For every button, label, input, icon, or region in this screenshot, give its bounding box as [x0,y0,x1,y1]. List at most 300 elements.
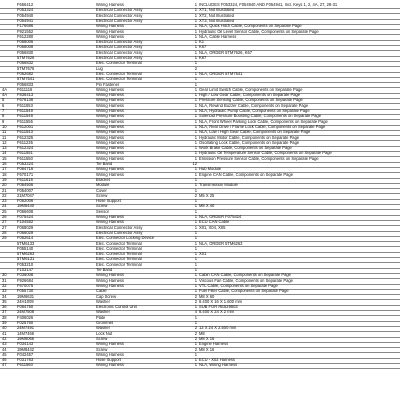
quantity-cell: 1 [194,225,197,230]
ref-cell: 20 [2,183,7,188]
description-cell: Module [96,183,110,188]
quantity-cell: 1 [194,140,197,145]
description-cell: Wiring Harness [96,172,124,177]
quantity-cell: 1 [194,188,197,193]
parts-row [0,252,400,257]
parts-row [0,268,400,273]
quantity-cell: 1 [194,130,197,135]
quantity-cell: 1 [194,252,197,257]
ref-cell: 40 [2,326,7,331]
part-number-cell: F025760 [17,321,34,325]
remarks-cell: X01 [199,252,207,257]
part-number-cell: F611550 [17,156,33,161]
quantity-cell: 1 [194,268,197,272]
parts-row [0,273,400,278]
ref-cell: 44 [2,347,7,352]
remarks-cell: NLA, Rewind Buzzer Cable, Components on Separate Page [199,103,309,108]
description-cell: Cover [96,188,107,193]
description-cell: Wiring Harness [96,93,124,98]
remarks-cell: XT2, Not Illustrated [199,13,235,18]
part-number-cell: F104552 [17,220,34,225]
description-cell: Wiring Harness [96,352,124,357]
parts-row [0,189,400,194]
part-number-cell: 24H1009 [17,299,34,304]
parts-row [0,88,400,93]
row-divider [0,368,400,369]
part-number-cell: F068008 [17,45,34,50]
part-number-cell: 5TM6133 [17,241,35,246]
part-number-cell: F612001 [17,124,34,129]
remarks-cell: M8 X 40 [199,204,215,209]
description-cell: Electrical Connector Assy [96,225,143,230]
part-number-cell: 24M7491 [17,326,35,331]
parts-row [0,40,400,45]
parts-row [0,199,400,204]
description-cell: Washer [96,310,110,315]
description-cell: Cap Screw [96,294,117,299]
description-cell: Wiring Harness [96,34,124,39]
parts-row [0,162,400,167]
ref-cell: 35 [2,299,7,304]
remarks-cell: NLA, ORDER 5TM6263 [199,241,243,246]
quantity-cell: 1 [194,34,197,39]
remarks-cell: M8 X 16 [199,336,215,341]
remarks-cell: NLA, ORDER F075424 [199,215,242,219]
ref-cell: 32 [2,283,7,288]
description-cell: Wiring Harness [96,3,124,7]
description-cell: Wiring Harness [96,124,124,129]
ref-cell: 30 [2,273,7,278]
parts-row [0,284,400,289]
ref-cell: 6 [2,103,5,108]
parts-row [0,30,400,35]
parts-row [0,167,400,172]
ref-cell: 42 [2,336,7,341]
description-cell: Sensor [96,209,109,214]
quantity-cell: 1 [194,146,197,151]
parts-row [0,316,400,321]
quantity-cell: 1 [194,18,197,23]
description-cell: Washer [96,326,110,331]
description-cell: Elec. Connector Terminal [96,262,142,267]
parts-row [0,151,400,156]
ref-cell: 37 [2,310,7,315]
quantity-cell: 2 [194,294,197,299]
remarks-cell: M5 X 25 [199,193,215,198]
quantity-cell: 2 [194,336,197,341]
parts-row [0,130,400,135]
part-number-cell: F611116 [17,87,33,92]
parts-row [0,279,400,284]
part-number-cell: F064716 [17,167,34,172]
quantity-cell: 1 [194,305,197,310]
remarks-cell: NLA, ORDER 5TM7626, K67 [199,50,253,55]
description-cell: Electrical Connector Assy [96,8,143,13]
parts-row [0,173,400,178]
quantity-cell: 2 [194,326,197,331]
remarks-cell: VTL Cable, Components on Separate Page [199,283,278,288]
part-number-cell: F052614 [17,236,34,241]
remarks-cell: Emission Pressure Sensor Cable, Components on Separate Page [199,156,319,161]
quantity-cell: 1 [194,82,197,87]
remarks-cell: K67 [199,45,207,50]
remarks-cell: INCLUDES F053324, F054940 AND F054941, Incl. Keys 1, 2, 4A, 27, 28-31 [199,3,338,7]
parts-row [0,45,400,50]
parts-row [0,98,400,103]
part-number-cell: 5TM6263 [17,252,35,257]
description-cell: Elec. Connector Locking Device [96,236,155,241]
parts-row [0,332,400,337]
quantity-cell: 1 [194,352,197,357]
remarks-cell: Engine Harness [199,342,229,347]
remarks-cell: NLA, Quick Hitch Cable, Components on Separate Page [199,24,302,29]
part-number-cell: F075424 [17,215,34,219]
parts-row [0,247,400,252]
description-cell: Wiring Harness [96,135,124,140]
part-number-cell: F068029 [17,225,34,230]
quantity-cell: 1 [194,56,197,60]
parts-row [0,220,400,225]
remarks-cell: NLA, Wiring Harness [199,363,238,368]
parts-row [0,109,400,114]
ref-cell: 5 [2,98,5,103]
description-cell: Wiring Harness [96,342,124,347]
remarks-cell: Solenoid Pressure Boosting Cable, Components on Separate Page [199,114,321,119]
remarks-cell: Transmission Module [199,183,238,188]
description-cell: Electrical Connector Assy [96,40,143,45]
parts-row [0,257,400,262]
part-number-cell: 19M8066 [17,336,35,341]
remarks-cell: Gear Limit Switch Cable, Components on Separate Page [199,87,303,92]
description-cell: Wiring Harness [96,140,124,145]
part-number-cell: F056833 [17,82,34,87]
ref-cell: 19 [2,177,7,182]
quantity-cell: 1 [194,241,197,246]
quantity-cell: 1 [194,119,197,124]
remarks-cell: NLA, Cable Harness [199,34,237,39]
ref-cell: 26 [2,215,7,219]
part-number-cell: F611551 [17,151,33,156]
parts-row [0,236,400,241]
description-cell: Wiring Harness [96,130,124,135]
ref-cell: 10 [2,124,7,129]
part-number-cell: F921552 [17,29,34,34]
parts-row [0,363,400,368]
quantity-cell: 1 [194,177,197,182]
parts-row [0,3,400,8]
part-number-cell: F053224 [17,162,34,166]
part-number-cell: F611560 [17,363,33,368]
parts-row [0,210,400,215]
parts-row [0,337,400,342]
quantity-cell: 1 [194,156,197,161]
remarks-cell: NLA, Rear Drive / Frame Lock Cable, Components on Separate Page [199,124,326,129]
quantity-cell: 12 [192,162,197,166]
description-cell: Elec. Connector Terminal [96,241,142,246]
quantity-cell: 1 [194,262,197,267]
quantity-cell: 4 [194,310,197,315]
description-cell: Elec. Connector Terminal [96,71,142,76]
description-cell: Wiring Harness [96,220,124,225]
ref-cell: 33 [2,289,7,294]
parts-row [0,120,400,125]
description-cell: Wiring Harness [96,24,124,29]
description-cell: Wiring Harness [96,363,124,368]
ref-cell: 4A [2,93,8,98]
description-cell: Wiring Harness [96,103,124,108]
remarks-cell: NLA, Low / High Gear Cable, Components on Separate Page [199,130,311,135]
parts-row [0,104,400,109]
ref-cell: 7 [2,109,5,113]
parts-row [0,19,400,24]
description-cell: Tie Band [96,268,113,272]
part-number-cell: 5TM7541 [17,77,35,82]
quantity-cell: 2 [194,331,197,336]
remarks-cell: Hydraulic Oil Temperature Sensor Cable, Components on Separate Page [199,151,332,156]
quantity-cell: 1 [194,71,197,76]
ref-cell: 23 [2,199,7,204]
remarks-cell: Engine CAN Cable, Components on Separate Page [199,172,293,177]
quantity-cell: 1 [194,183,197,188]
parts-row [0,24,400,29]
quantity-cell: 1 [194,50,197,55]
ref-cell: 4A [2,87,8,92]
description-cell: Electronic Control Unit [96,305,137,310]
parts-row [0,35,400,40]
parts-row [0,77,400,82]
part-number-cell: 24M7508 [17,310,35,315]
part-number-cell: F611616 [17,177,33,182]
remarks-cell: 8.400 X 16 X 1.600 mm [199,299,243,304]
description-cell: Tie Band [96,162,113,166]
parts-row [0,93,400,98]
part-number-cell: F055140 [17,246,34,251]
remarks-cell: M8 X 60 [199,294,215,299]
quantity-cell: 1 [194,321,197,325]
description-cell: Screw [96,336,108,341]
description-cell: Wiring Harness [96,215,124,219]
remarks-cell: Hydraulic Motor Cable, Components on Separate Page [199,135,300,140]
quantity-cell: 1 [194,13,197,18]
description-cell: Electrical Connector Assy [96,45,143,50]
quantity-cell: 1 [194,8,197,13]
quantity-cell: 2 [194,347,197,352]
quantity-cell: 1 [194,29,197,34]
parts-row [0,204,400,209]
parts-row [0,305,400,310]
part-number-cell: F611543 [17,130,33,135]
description-cell: Electrical Connector Assy [96,18,143,23]
remarks-cell: 8.400 X 24 X 2 mm [199,310,235,315]
remarks-cell: XT1, Not Illustrated [199,8,235,13]
description-cell: Hose Support [96,199,122,204]
part-number-cell: F611555 [17,119,33,124]
part-number-cell: F055730 [17,289,34,294]
part-number-cell: F611548 [17,114,33,119]
ref-cell: 21 [2,188,7,193]
remarks-cell: Viscous Fan Cable, Components on Separate Page [199,278,293,283]
parts-row [0,289,400,294]
part-number-cell: F053324 [17,8,34,13]
parts-row [0,348,400,353]
remarks-cell: Fuel Filter Cable, Components on Separate Page [199,289,289,294]
part-number-cell: 5TM7626 [17,56,35,60]
parts-row [0,183,400,188]
parts-row [0,114,400,119]
ref-cell: 36 [2,305,7,310]
parts-row [0,67,400,72]
part-number-cell: F670075 [17,283,34,288]
remarks-cell: Pressure Sensing Cable, Components on Separate Page [199,98,303,103]
description-cell: Cable [96,289,107,294]
ref-cell: 8 [2,114,5,119]
ref-cell: 12 [2,140,7,145]
ref-cell: 11 [2,135,7,140]
part-number-cell: F176686 [17,24,34,29]
quantity-cell: 1 [194,199,197,204]
parts-row [0,136,400,141]
part-number-cell: F042457 [17,352,34,357]
part-number-cell: F056832 [17,61,34,66]
part-number-cell: F670171 [17,172,34,177]
part-number-cell: F054940 [17,13,34,18]
description-cell: Wiring Harness [96,87,124,92]
ref-cell: 25 [2,209,7,214]
parts-row [0,51,400,56]
remarks-cell: 13 X 24 X 2.500 mm [199,326,237,331]
description-cell: Wiring Harness [96,151,124,156]
ref-cell: 39 [2,321,7,325]
part-number-cell: F611549 [17,109,33,113]
remarks-cell: Hub Module [199,167,222,172]
part-number-cell: F054941 [17,18,34,23]
parts-row [0,61,400,66]
description-cell: Wiring Harness [96,119,124,124]
remarks-cell: XT3, Not Illustrated [199,18,235,23]
part-number-cell: F064506 [17,183,34,188]
remarks-cell: ECU CAN Cable [199,220,230,225]
quantity-cell: 1 [194,209,197,214]
part-number-cell: 14M7466 [17,331,35,336]
part-number-cell: F036008 [17,273,34,278]
quantity-cell: 1 [194,45,197,50]
description-cell: Bracket [96,177,110,182]
quantity-cell: 1 [194,257,197,262]
description-cell: Elec. Connector Terminal [96,246,142,251]
parts-row [0,263,400,268]
description-cell: Hose Support [96,358,122,363]
quantity-cell: 1 [194,103,197,108]
parts-row [0,8,400,13]
part-number-cell: F062006 [17,199,34,204]
ref-cell: 22 [2,193,7,198]
part-number-cell: F066608 [17,209,34,214]
ref-cell: 43 [2,342,7,347]
ref-cell: 34 [2,294,7,299]
part-number-cell: F656412 [17,3,34,7]
description-cell: Wiring Harness [96,29,124,34]
ref-cell: 29 [2,236,7,241]
part-number-cell: F612280 [17,34,34,39]
ref-cell: 47 [2,363,7,368]
part-number-cell: F836413 [17,93,34,98]
ref-cell: 17 [2,167,7,172]
description-cell: Elec. Connector Terminal [96,61,142,66]
quantity-cell: 1 [194,135,197,140]
remarks-cell: SUB FOR RE529503 [199,305,238,310]
part-number-cell: F068006 [17,40,34,45]
quantity-cell: 1 [194,289,197,294]
part-number-cell: F052682 [17,71,34,76]
quantity-cell: 1 [194,24,197,29]
parts-row [0,326,400,331]
ref-cell: 13 [2,146,7,151]
part-number-cell: F053210 [17,262,34,267]
remarks-cell: NLA, ORDER 5TM7541 [199,71,243,76]
part-number-cell: 5TM7676 [17,66,35,71]
quantity-cell: 1 [194,342,197,347]
quantity-cell: 2 [194,193,197,198]
remarks-cell: Oscillating Lock Cable, Components on Separate Page [199,140,300,145]
description-cell: Wiring Harness [96,156,124,161]
parts-row [0,358,400,363]
part-number-cell: 19M8442 [17,347,35,352]
parts-row [0,226,400,231]
part-number-cell: F612325 [17,135,34,140]
part-number-cell: 5TM6131 [17,257,35,262]
quantity-cell: 1 [194,93,197,98]
description-cell: Electrical Connector Assy [96,13,143,18]
parts-row [0,242,400,247]
description-cell: Pin Fastener [96,82,120,87]
ref-cell: 46 [2,358,7,363]
description-cell: Electrical Connector Assy [96,50,143,55]
quantity-cell: 1 [194,278,197,283]
description-cell: Wiring Harness [96,167,124,172]
part-number-cell: F034143 [17,342,34,347]
remarks-cell: K67 [199,56,207,60]
description-cell: Washer [96,299,110,304]
description-cell: Screw [96,193,108,198]
description-cell: Wiring Harness [96,146,124,151]
quantity-cell: 1 [194,236,197,241]
quantity-cell: 1 [194,363,197,368]
quantity-cell: 1 [194,204,197,209]
parts-row [0,310,400,315]
ref-cell: 9 [2,119,5,124]
remarks-cell: Cabin CAN Cable, Components on Separate Page [199,273,291,278]
ref-cell: 24 [2,204,7,209]
part-number-cell: F406026 [17,315,34,320]
quantity-cell: 1 [194,77,197,82]
quantity-cell: 1 [194,273,197,278]
ref-cell: 27 [2,220,7,225]
remarks-cell: High / Low Gear Cable, Components on Separate Page [199,93,301,98]
ref-cell: 14 [2,151,7,156]
description-cell: Wiring Harness [96,114,124,119]
part-number-cell: F031783 [17,358,34,363]
ref-cell: 38 [2,315,7,320]
part-number-cell: F611553 [17,103,33,108]
part-number-cell: F103147 [17,268,34,272]
quantity-cell: 2 [194,299,197,304]
ref-cell: 15 [2,156,7,161]
parts-row [0,83,400,88]
quantity-cell: 1 [194,98,197,103]
remarks-cell: M8 X 16 [199,347,215,352]
parts-row [0,194,400,199]
part-number-cell: F056830 [17,50,34,55]
